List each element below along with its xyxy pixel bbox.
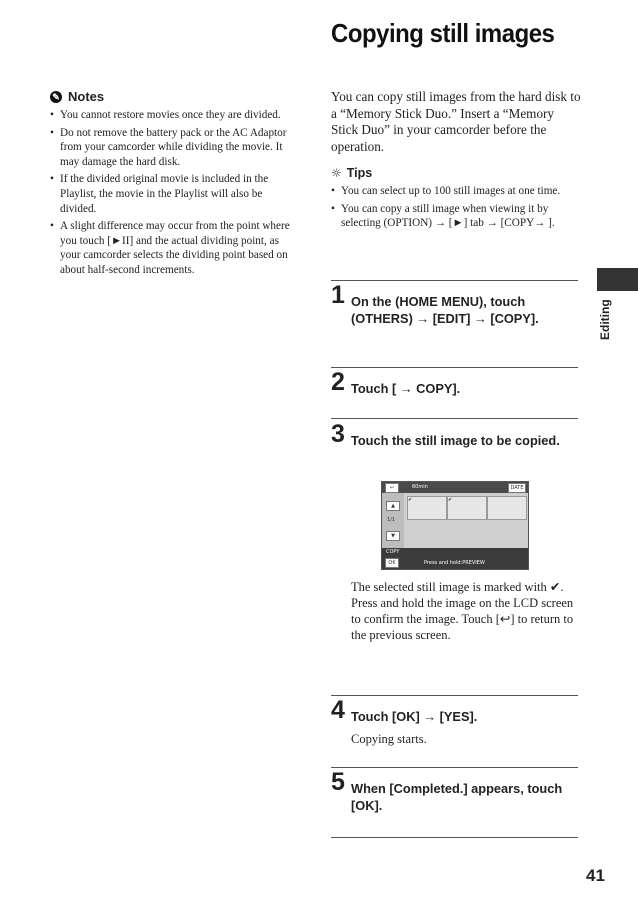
tips-heading-text: Tips bbox=[346, 166, 373, 180]
divider bbox=[331, 695, 578, 696]
divider bbox=[331, 367, 578, 368]
step-4-body: Copying starts. bbox=[351, 732, 427, 746]
notes-icon: ✎ bbox=[50, 91, 62, 103]
page-title: Copying still images bbox=[331, 18, 555, 48]
tips-heading bbox=[331, 166, 372, 180]
ok-button: OK bbox=[385, 558, 399, 568]
step-text: Touch [ → COPY]. bbox=[351, 381, 461, 396]
lcd-top-bar bbox=[382, 482, 528, 493]
divider bbox=[331, 418, 578, 419]
lcd-bottom-bar bbox=[382, 548, 528, 569]
lightbulb-icon: ☼ bbox=[331, 166, 342, 180]
step-number: 3 bbox=[331, 420, 345, 448]
page-indicator: 1/1 bbox=[387, 517, 396, 523]
step-text: When [Completed.] appears, touch [OK]. bbox=[351, 781, 563, 813]
step-text: Touch [OK] → [YES]. bbox=[351, 709, 478, 724]
step-number: 5 bbox=[331, 768, 345, 796]
tip-item: • You can copy a still image when viewing it by selecting (OPTION) → [►] tab → [COPY→ ]. bbox=[331, 202, 581, 231]
thumbnail bbox=[407, 496, 447, 520]
thumbnail bbox=[447, 496, 487, 520]
intro-text: You can copy still images from the hard disk to a “Memory Stick Duo.” Insert a “Memory Stick Duo” in your camcorder before the operation. bbox=[331, 89, 581, 154]
note-item: • Do not remove the battery pack or the AC Adaptor from your camcorder while dividing the movie. It may damage the hard disk. bbox=[50, 126, 290, 170]
return-icon: ↩ bbox=[385, 483, 399, 493]
step-5 bbox=[331, 768, 581, 814]
copy-label: COPY bbox=[386, 549, 400, 555]
step-1 bbox=[331, 281, 581, 327]
tip-item: • You can select up to 100 still images at one time. bbox=[331, 184, 581, 199]
battery-text: 60min bbox=[412, 484, 428, 490]
note-item: • A slight difference may occur from the point where you touch [►II] and the actual dividing point, as your camcorder selects the dividing point based on about half-second increments. bbox=[50, 219, 290, 277]
notes-heading-text: Notes bbox=[68, 89, 105, 104]
page-number: 41 bbox=[586, 866, 605, 885]
lcd-screen-illustration bbox=[381, 481, 529, 570]
note-item: • If the divided original movie is included in the Playlist, the movie in the Playlist will also be divided. bbox=[50, 172, 290, 216]
down-arrow-icon: ▼ bbox=[386, 531, 400, 541]
section-tab bbox=[597, 268, 638, 291]
divider bbox=[331, 767, 578, 768]
step-2 bbox=[331, 368, 581, 397]
check-icon: ✔ bbox=[448, 497, 453, 503]
section-label: Editing bbox=[598, 299, 612, 341]
step-3 bbox=[331, 420, 581, 449]
up-arrow-icon: ▲ bbox=[386, 501, 400, 511]
preview-hint: Press and hold:PREVIEW bbox=[424, 560, 485, 566]
thumbnail bbox=[487, 496, 527, 520]
check-icon: ✔ bbox=[408, 497, 413, 503]
step-4 bbox=[331, 696, 581, 725]
divider bbox=[331, 280, 578, 281]
notes-heading bbox=[50, 89, 104, 104]
date-button: DATE bbox=[508, 483, 526, 493]
step-text: Touch the still image to be copied. bbox=[351, 433, 560, 448]
step-number: 4 bbox=[331, 696, 345, 724]
step-number: 1 bbox=[331, 281, 345, 309]
step-number: 2 bbox=[331, 368, 345, 396]
note-item: • You cannot restore movies once they are divided. bbox=[50, 108, 290, 123]
notes-list bbox=[50, 108, 290, 281]
step-text: On the (HOME MENU), touch (OTHERS) → [EDIT] → [COPY]. bbox=[351, 294, 539, 326]
tips-list bbox=[331, 184, 581, 234]
divider bbox=[331, 837, 578, 838]
step-3-body: The selected still image is marked with ✔. Press and hold the image on the LCD screen to confirm the image. Touch [↩] to return to the previous screen. bbox=[351, 580, 574, 642]
